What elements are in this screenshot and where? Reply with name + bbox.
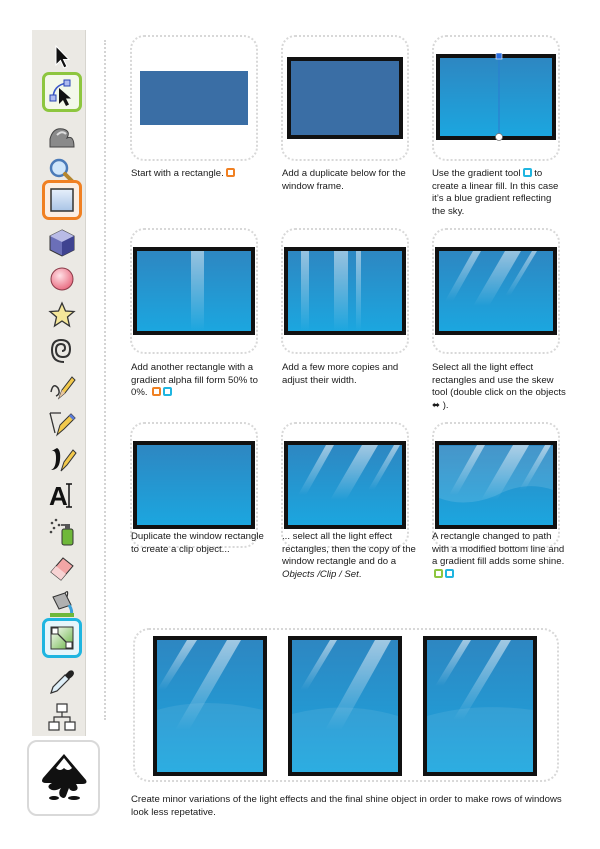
star-tool-icon[interactable] bbox=[42, 296, 82, 334]
pen-tool-icon[interactable] bbox=[42, 404, 82, 442]
gradient-tool-marker-icon bbox=[163, 387, 172, 396]
node-tool-marker-icon bbox=[434, 569, 443, 578]
rectangle-tool-icon[interactable] bbox=[42, 180, 82, 220]
step5-caption: Add a few more copies and adjust their width. bbox=[282, 362, 399, 386]
selector-arrow-icon[interactable] bbox=[42, 38, 82, 76]
step8-caption: ... select all the light effect rectangles, then the copy of the window rectangle and do a Objects /Clip / Set. bbox=[282, 531, 416, 580]
gradient-tool-marker-icon bbox=[523, 168, 532, 177]
svg-text:A: A bbox=[49, 481, 68, 510]
inkscape-logo-icon bbox=[27, 740, 100, 816]
pencil-tool-icon[interactable] bbox=[42, 368, 82, 406]
final-caption: Create minor variations of the light effects and the final shine object in order to make rows of windows look less repetative. bbox=[131, 794, 562, 818]
step2-caption: Add a duplicate below for the window frame. bbox=[282, 168, 406, 192]
3d-box-tool-icon[interactable] bbox=[42, 224, 82, 262]
calligraphy-tool-icon[interactable] bbox=[42, 440, 82, 478]
paint-bucket-icon[interactable] bbox=[42, 584, 82, 622]
step7-caption: Duplicate the window rectangle to create a clip object... bbox=[131, 531, 264, 555]
separator-dotted-line bbox=[104, 40, 106, 720]
step3-illustration bbox=[432, 35, 560, 161]
step5-illustration bbox=[281, 228, 409, 354]
step9-caption: A rectangle changed to path with a modified bottom line and a gradient fill adds some shine. bbox=[432, 531, 566, 581]
gradient-tool-icon[interactable] bbox=[42, 618, 82, 658]
step9-illustration bbox=[432, 422, 560, 548]
eraser-tool-icon[interactable] bbox=[42, 548, 82, 586]
rect-tool-marker-icon bbox=[226, 168, 235, 177]
connector-tool-icon[interactable] bbox=[42, 698, 82, 736]
step3-caption: Use the gradient tool to create a linear fill. In this case it’s a blue gradient reflecting the sky. bbox=[432, 168, 559, 217]
spiral-tool-icon[interactable] bbox=[42, 332, 82, 370]
step2-illustration bbox=[281, 35, 409, 161]
step7-illustration bbox=[130, 422, 258, 548]
spray-tool-icon[interactable] bbox=[42, 512, 82, 550]
toolbox bbox=[32, 30, 86, 736]
window-variant-3 bbox=[425, 638, 535, 774]
rect-tool-marker-icon bbox=[152, 387, 161, 396]
skew-arrow-icon: ⬌ bbox=[432, 399, 441, 411]
step4-caption: Add another rectangle with a gradient alpha fill form 50% to 0%. bbox=[131, 362, 258, 398]
final-windows-panel bbox=[133, 628, 559, 782]
ellipse-tool-icon[interactable] bbox=[42, 260, 82, 298]
step1-caption: Start with a rectangle. bbox=[131, 168, 265, 181]
dropper-tool-icon[interactable] bbox=[42, 662, 82, 700]
gradient-tool-marker-icon bbox=[445, 569, 454, 578]
tweak-tool-icon[interactable] bbox=[42, 116, 82, 154]
text-tool-icon[interactable] bbox=[42, 476, 82, 514]
node-tool-icon[interactable] bbox=[42, 72, 82, 112]
step6-caption: Select all the light effect rectangles and use the skew tool (double click on the objects ⬌ ). bbox=[432, 362, 566, 411]
window-variant-2 bbox=[290, 638, 400, 774]
step8-illustration bbox=[281, 422, 409, 548]
step6-illustration bbox=[432, 228, 560, 354]
window-variant-1 bbox=[155, 638, 265, 774]
step1-illustration bbox=[130, 35, 258, 161]
step4-illustration bbox=[130, 228, 258, 354]
